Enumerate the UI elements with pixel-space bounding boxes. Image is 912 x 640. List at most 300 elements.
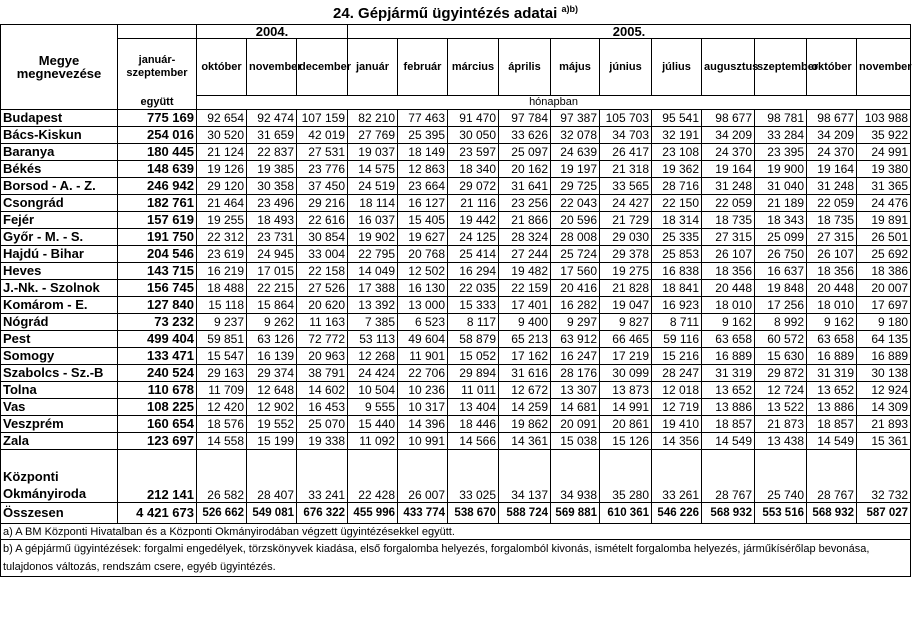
monthly-value: 20 162	[499, 161, 551, 178]
table-row	[1, 297, 911, 314]
monthly-value: 12 648	[247, 382, 297, 399]
monthly-value: 16 282	[551, 297, 600, 314]
county-name: Bács-Kiskun	[1, 127, 118, 144]
monthly-value: 19 891	[857, 212, 911, 229]
monthly-value: 98 781	[755, 110, 807, 127]
monthly-value: 14 356	[652, 433, 702, 450]
monthly-value: 53 113	[348, 331, 398, 348]
monthly-value: 18 114	[348, 195, 398, 212]
monthly-value: 18 340	[448, 161, 499, 178]
monthly-value: 18 356	[702, 263, 755, 280]
monthly-value: 22 706	[398, 365, 448, 382]
monthly-value: 16 294	[448, 263, 499, 280]
table-row	[1, 503, 911, 524]
monthly-value: 19 047	[600, 297, 652, 314]
monthly-value: 15 361	[857, 433, 911, 450]
monthly-value: 29 374	[247, 365, 297, 382]
monthly-value: 37 450	[297, 178, 348, 195]
monthly-value: 549 081	[247, 503, 297, 524]
monthly-value: 16 139	[247, 348, 297, 365]
monthly-value: 107 159	[297, 110, 348, 127]
monthly-value: 20 620	[297, 297, 348, 314]
monthly-value: 29 894	[448, 365, 499, 382]
monthly-value: 8 711	[652, 314, 702, 331]
monthly-value: 77 463	[398, 110, 448, 127]
monthly-value: 66 465	[600, 331, 652, 348]
monthly-value: 34 209	[702, 127, 755, 144]
monthly-value: 19 482	[499, 263, 551, 280]
monthly-value: 28 247	[652, 365, 702, 382]
monthly-value: 26 501	[857, 229, 911, 246]
monthly-value: 23 664	[398, 178, 448, 195]
monthly-value: 13 404	[448, 399, 499, 416]
monthly-value: 35 280	[600, 450, 652, 503]
monthly-value: 33 284	[755, 127, 807, 144]
monthly-value: 13 886	[807, 399, 857, 416]
monthly-value: 15 864	[247, 297, 297, 314]
monthly-value: 19 362	[652, 161, 702, 178]
period-total: 73 232	[118, 314, 197, 331]
table-row	[1, 229, 911, 246]
monthly-value: 9 237	[197, 314, 247, 331]
monthly-value: 59 116	[652, 331, 702, 348]
monthly-value: 14 681	[551, 399, 600, 416]
monthly-value: 24 476	[857, 195, 911, 212]
table-row	[1, 161, 911, 178]
period-total: 182 761	[118, 195, 197, 212]
county-name: Zala	[1, 433, 118, 450]
table-row	[1, 433, 911, 450]
period-total: 127 840	[118, 297, 197, 314]
monthly-value: 23 108	[652, 144, 702, 161]
table-row	[1, 416, 911, 433]
together-header: együtt	[118, 96, 197, 110]
monthly-value: 16 889	[807, 348, 857, 365]
monthly-value: 20 448	[702, 280, 755, 297]
period-total: 240 524	[118, 365, 197, 382]
month-header: február	[398, 39, 448, 96]
monthly-value: 17 015	[247, 263, 297, 280]
monthly-value: 14 396	[398, 416, 448, 433]
monthly-value: 26 417	[600, 144, 652, 161]
monthly-value: 12 672	[499, 382, 551, 399]
monthly-value: 13 307	[551, 382, 600, 399]
monthly-value: 25 097	[499, 144, 551, 161]
year-2005-header: 2005.	[348, 25, 911, 39]
monthly-value: 17 697	[857, 297, 911, 314]
monthly-value: 455 996	[348, 503, 398, 524]
monthly-value: 15 333	[448, 297, 499, 314]
monthly-value: 21 873	[755, 416, 807, 433]
monthly-value: 13 000	[398, 297, 448, 314]
monthly-value: 568 932	[807, 503, 857, 524]
monthly-value: 30 050	[448, 127, 499, 144]
monthly-value: 19 410	[652, 416, 702, 433]
monthly-value: 15 126	[600, 433, 652, 450]
monthly-value: 25 740	[755, 450, 807, 503]
monthly-value: 18 149	[398, 144, 448, 161]
monthly-value: 23 731	[247, 229, 297, 246]
monthly-value: 16 130	[398, 280, 448, 297]
monthly-value: 25 335	[652, 229, 702, 246]
monthly-value: 18 446	[448, 416, 499, 433]
monthly-value: 18 343	[755, 212, 807, 229]
monthly-value: 10 317	[398, 399, 448, 416]
month-header: október	[807, 39, 857, 96]
monthly-value: 22 059	[807, 195, 857, 212]
monthly-value: 12 924	[857, 382, 911, 399]
month-header: január	[348, 39, 398, 96]
county-name: Győr - M. - S.	[1, 229, 118, 246]
monthly-value: 16 889	[857, 348, 911, 365]
monthly-value: 21 318	[600, 161, 652, 178]
monthly-value: 31 040	[755, 178, 807, 195]
monthly-value: 30 358	[247, 178, 297, 195]
table-row	[1, 280, 911, 297]
year-header-row	[1, 25, 911, 39]
county-name: Baranya	[1, 144, 118, 161]
monthly-value: 15 440	[348, 416, 398, 433]
footnote-row	[1, 524, 911, 540]
monthly-value: 12 719	[652, 399, 702, 416]
period-total: 148 639	[118, 161, 197, 178]
monthly-value: 20 861	[600, 416, 652, 433]
monthly-value: 29 030	[600, 229, 652, 246]
period-total: 108 225	[118, 399, 197, 416]
monthly-value: 14 549	[702, 433, 755, 450]
monthly-value: 10 236	[398, 382, 448, 399]
monthly-value: 18 386	[857, 263, 911, 280]
monthly-value: 20 416	[551, 280, 600, 297]
monthly-value: 19 275	[600, 263, 652, 280]
monthly-value: 22 159	[499, 280, 551, 297]
table-row	[1, 399, 911, 416]
table-row	[1, 246, 911, 263]
monthly-value: 60 572	[755, 331, 807, 348]
monthly-value: 25 724	[551, 246, 600, 263]
monthly-value: 21 124	[197, 144, 247, 161]
monthly-value: 17 401	[499, 297, 551, 314]
month-header: november	[857, 39, 911, 96]
monthly-value: 9 297	[551, 314, 600, 331]
period-total: 212 141	[118, 450, 197, 503]
monthly-value: 97 784	[499, 110, 551, 127]
monthly-value: 26 582	[197, 450, 247, 503]
monthly-value: 19 442	[448, 212, 499, 229]
monthly-value: 98 677	[807, 110, 857, 127]
monthly-value: 546 226	[652, 503, 702, 524]
monthly-value: 21 464	[197, 195, 247, 212]
unit-header: hónapban	[197, 96, 911, 110]
monthly-value: 20 448	[807, 280, 857, 297]
monthly-value: 27 315	[807, 229, 857, 246]
period-total: 180 445	[118, 144, 197, 161]
county-name: Hajdú - Bihar	[1, 246, 118, 263]
monthly-value: 17 388	[348, 280, 398, 297]
period-total: 157 619	[118, 212, 197, 229]
monthly-value: 11 901	[398, 348, 448, 365]
monthly-value: 12 863	[398, 161, 448, 178]
monthly-value: 29 216	[297, 195, 348, 212]
monthly-value: 25 692	[857, 246, 911, 263]
monthly-value: 16 453	[297, 399, 348, 416]
monthly-value: 13 652	[807, 382, 857, 399]
monthly-value: 29 163	[197, 365, 247, 382]
monthly-value: 17 162	[499, 348, 551, 365]
monthly-value: 59 851	[197, 331, 247, 348]
monthly-value: 16 637	[755, 263, 807, 280]
month-header: szeptember	[755, 39, 807, 96]
monthly-value: 26 007	[398, 450, 448, 503]
monthly-value: 24 370	[807, 144, 857, 161]
footnote-b: b) A gépjármű ügyintézések: forgalmi engedélyek, törzskönyvek kiadása, első forgalomba helyezés, forgalomból kivonás, ismételt forgalomba helyezés, járműkísérőlap bevonása, tulajdonos változás, rendszám csere, egyéb ügyintézés.	[1, 540, 911, 577]
monthly-value: 28 008	[551, 229, 600, 246]
monthly-value: 17 256	[755, 297, 807, 314]
monthly-value: 19 255	[197, 212, 247, 229]
monthly-value: 31 319	[702, 365, 755, 382]
monthly-value: 19 848	[755, 280, 807, 297]
monthly-value: 26 750	[755, 246, 807, 263]
monthly-value: 610 361	[600, 503, 652, 524]
monthly-value: 18 356	[807, 263, 857, 280]
monthly-value: 11 709	[197, 382, 247, 399]
title-superscript: a)b)	[561, 4, 578, 14]
monthly-value: 16 127	[398, 195, 448, 212]
monthly-value: 42 019	[297, 127, 348, 144]
monthly-value: 19 037	[348, 144, 398, 161]
monthly-value: 34 938	[551, 450, 600, 503]
county-name: Tolna	[1, 382, 118, 399]
monthly-value: 24 424	[348, 365, 398, 382]
monthly-value: 21 866	[499, 212, 551, 229]
monthly-value: 9 262	[247, 314, 297, 331]
county-name: Heves	[1, 263, 118, 280]
monthly-value: 587 027	[857, 503, 911, 524]
monthly-value: 27 531	[297, 144, 348, 161]
monthly-value: 24 945	[247, 246, 297, 263]
period-total: 191 750	[118, 229, 197, 246]
monthly-value: 9 162	[807, 314, 857, 331]
monthly-value: 22 215	[247, 280, 297, 297]
monthly-value: 553 516	[755, 503, 807, 524]
monthly-value: 18 735	[702, 212, 755, 229]
monthly-value: 29 072	[448, 178, 499, 195]
monthly-value: 27 769	[348, 127, 398, 144]
county-name: Központi Okmányiroda	[1, 450, 118, 503]
monthly-value: 91 470	[448, 110, 499, 127]
month-header: május	[551, 39, 600, 96]
monthly-value: 14 549	[807, 433, 857, 450]
monthly-value: 12 502	[398, 263, 448, 280]
monthly-value: 33 241	[297, 450, 348, 503]
period-total: 204 546	[118, 246, 197, 263]
table-row	[1, 365, 911, 382]
monthly-value: 14 049	[348, 263, 398, 280]
monthly-value: 13 392	[348, 297, 398, 314]
monthly-value: 27 526	[297, 280, 348, 297]
monthly-value: 32 732	[857, 450, 911, 503]
monthly-value: 31 248	[807, 178, 857, 195]
table-row	[1, 144, 911, 161]
year-2004-gap	[118, 25, 197, 39]
monthly-value: 18 488	[197, 280, 247, 297]
monthly-value: 92 654	[197, 110, 247, 127]
county-name: Pest	[1, 331, 118, 348]
monthly-value: 16 838	[652, 263, 702, 280]
monthly-value: 15 630	[755, 348, 807, 365]
month-header: december	[297, 39, 348, 96]
monthly-value: 13 522	[755, 399, 807, 416]
table-row	[1, 348, 911, 365]
monthly-value: 31 319	[807, 365, 857, 382]
monthly-value: 63 658	[702, 331, 755, 348]
monthly-value: 63 126	[247, 331, 297, 348]
monthly-value: 30 854	[297, 229, 348, 246]
total-period-header: január-szeptember	[118, 39, 197, 96]
monthly-value: 588 724	[499, 503, 551, 524]
monthly-value: 9 827	[600, 314, 652, 331]
table-row	[1, 195, 911, 212]
monthly-value: 27 315	[702, 229, 755, 246]
monthly-value: 13 886	[702, 399, 755, 416]
monthly-value: 14 558	[197, 433, 247, 450]
county-header: Megye megnevezése	[1, 25, 118, 110]
monthly-value: 14 602	[297, 382, 348, 399]
monthly-value: 22 035	[448, 280, 499, 297]
monthly-value: 23 776	[297, 161, 348, 178]
period-total: 123 697	[118, 433, 197, 450]
monthly-value: 7 385	[348, 314, 398, 331]
monthly-value: 35 922	[857, 127, 911, 144]
monthly-value: 12 724	[755, 382, 807, 399]
monthly-value: 14 309	[857, 399, 911, 416]
monthly-value: 31 248	[702, 178, 755, 195]
monthly-value: 15 405	[398, 212, 448, 229]
monthly-value: 29 378	[600, 246, 652, 263]
monthly-value: 31 616	[499, 365, 551, 382]
county-name: Összesen	[1, 503, 118, 524]
monthly-value: 18 857	[807, 416, 857, 433]
monthly-value: 20 596	[551, 212, 600, 229]
monthly-value: 95 541	[652, 110, 702, 127]
monthly-value: 31 659	[247, 127, 297, 144]
county-name: Budapest	[1, 110, 118, 127]
monthly-value: 30 520	[197, 127, 247, 144]
monthly-value: 14 575	[348, 161, 398, 178]
monthly-value: 20 963	[297, 348, 348, 365]
monthly-value: 21 729	[600, 212, 652, 229]
county-name: Nógrád	[1, 314, 118, 331]
month-header: március	[448, 39, 499, 96]
monthly-value: 10 504	[348, 382, 398, 399]
monthly-value: 22 150	[652, 195, 702, 212]
period-total: 143 715	[118, 263, 197, 280]
monthly-value: 22 428	[348, 450, 398, 503]
monthly-value: 14 259	[499, 399, 551, 416]
monthly-value: 11 092	[348, 433, 398, 450]
month-header: november	[247, 39, 297, 96]
county-name: Szabolcs - Sz.-B	[1, 365, 118, 382]
monthly-value: 16 247	[551, 348, 600, 365]
month-header-row	[1, 39, 911, 96]
monthly-value: 18 735	[807, 212, 857, 229]
monthly-value: 28 767	[807, 450, 857, 503]
monthly-value: 19 380	[857, 161, 911, 178]
monthly-value: 13 438	[755, 433, 807, 450]
monthly-value: 9 162	[702, 314, 755, 331]
county-name: Borsod - A. - Z.	[1, 178, 118, 195]
month-header: június	[600, 39, 652, 96]
monthly-value: 28 176	[551, 365, 600, 382]
monthly-value: 92 474	[247, 110, 297, 127]
monthly-value: 24 519	[348, 178, 398, 195]
county-name: Csongrád	[1, 195, 118, 212]
monthly-value: 28 324	[499, 229, 551, 246]
monthly-value: 25 853	[652, 246, 702, 263]
month-header: október	[197, 39, 247, 96]
monthly-value: 49 604	[398, 331, 448, 348]
monthly-value: 14 991	[600, 399, 652, 416]
monthly-value: 13 652	[702, 382, 755, 399]
table-row	[1, 263, 911, 280]
monthly-value: 23 395	[755, 144, 807, 161]
monthly-value: 15 038	[551, 433, 600, 450]
monthly-value: 34 137	[499, 450, 551, 503]
monthly-value: 18 841	[652, 280, 702, 297]
monthly-value: 63 912	[551, 331, 600, 348]
period-total: 775 169	[118, 110, 197, 127]
monthly-value: 13 873	[600, 382, 652, 399]
monthly-value: 15 216	[652, 348, 702, 365]
monthly-value: 31 641	[499, 178, 551, 195]
monthly-value: 64 135	[857, 331, 911, 348]
monthly-value: 16 923	[652, 297, 702, 314]
monthly-value: 19 338	[297, 433, 348, 450]
monthly-value: 98 677	[702, 110, 755, 127]
monthly-value: 22 837	[247, 144, 297, 161]
monthly-value: 29 872	[755, 365, 807, 382]
period-total: 133 471	[118, 348, 197, 365]
monthly-value: 18 010	[807, 297, 857, 314]
monthly-value: 25 099	[755, 229, 807, 246]
monthly-value: 97 387	[551, 110, 600, 127]
monthly-value: 24 125	[448, 229, 499, 246]
county-name: Komárom - E.	[1, 297, 118, 314]
monthly-value: 18 010	[702, 297, 755, 314]
period-total: 246 942	[118, 178, 197, 195]
monthly-value: 24 427	[600, 195, 652, 212]
monthly-value: 18 493	[247, 212, 297, 229]
monthly-value: 9 400	[499, 314, 551, 331]
monthly-value: 12 268	[348, 348, 398, 365]
monthly-value: 23 597	[448, 144, 499, 161]
period-total: 499 404	[118, 331, 197, 348]
monthly-value: 14 566	[448, 433, 499, 450]
monthly-value: 10 991	[398, 433, 448, 450]
period-total: 4 421 673	[118, 503, 197, 524]
monthly-value: 19 900	[755, 161, 807, 178]
table-row	[1, 382, 911, 399]
monthly-value: 72 772	[297, 331, 348, 348]
monthly-value: 105 703	[600, 110, 652, 127]
monthly-value: 23 256	[499, 195, 551, 212]
monthly-value: 19 552	[247, 416, 297, 433]
county-name: Vas	[1, 399, 118, 416]
monthly-value: 19 862	[499, 416, 551, 433]
table-row	[1, 127, 911, 144]
county-name: J.-Nk. - Szolnok	[1, 280, 118, 297]
period-total: 160 654	[118, 416, 197, 433]
